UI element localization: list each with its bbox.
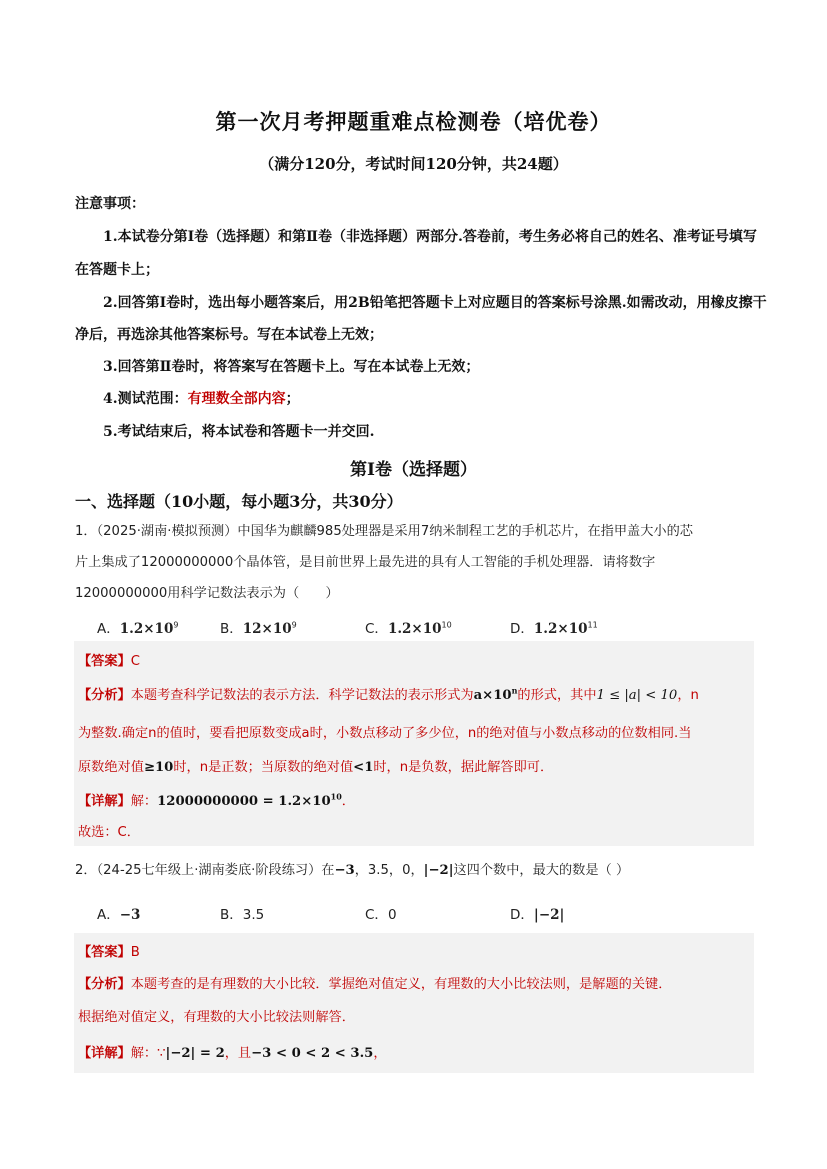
q1-line-3: 12000000000用科学记数法表示为（ ） [75,586,339,601]
q1-detail [78,790,355,809]
q2-answer-box [74,933,754,1073]
q2-number-4: |−2| [423,863,454,878]
q1-analysis-3c: 时，n是正数；当原数的绝对值 [173,760,354,775]
q1-option-d-label: D． [510,621,534,637]
q2-suffix: 这四个数中，最大的数是（ ） [453,863,630,878]
notes-heading: 注意事项： [75,196,145,212]
note-1-line-2: 在答题卡上； [75,262,159,278]
section-title: 第Ⅰ卷（选择题） [350,460,477,480]
q2-detail-math-2: −3 < 0 < 2 < 3.5 [251,1046,374,1061]
q2-option-c-label: C． [365,907,388,923]
q1-analysis-line-2: 为整数.确定n的值时，要看把原数变成a时，小数点移动了多少位，n的绝对值与小数点移动的位数相同.当 [78,726,692,741]
q1-option-c [365,617,452,637]
q1-option-b [220,617,297,637]
page-title: 第一次月考押题重难点检测卷（培优卷） [215,109,612,134]
q2-answer-value: B [130,945,140,960]
q2-answer-label: 【答案】 [78,945,131,960]
part-title: 一、选择题（10小题，每小题3分，共30分） [75,492,403,511]
q1-option-c-value: 1.2×10 [387,621,442,637]
exam-info: （满分120分，考试时间120分钟，共24题） [259,155,568,173]
q2-detail-label: 【详解】 [78,1046,131,1061]
q1-option-a-exp: 9 [173,620,179,630]
q2-detail-mid: ，且 [224,1046,252,1061]
q2-option-d-label: D． [510,907,534,923]
note-1-line-1: 1.本试卷分第Ⅰ卷（选择题）和第Ⅱ卷（非选择题）两部分.答卷前，考生务必将自己的姓名、准考证号填写 [103,229,757,245]
q1-analysis-line-3 [78,756,553,775]
q1-detail-math: 12000000000 = 1.2×10 [157,794,331,809]
q1-answer-box [74,641,754,846]
note-2-line-1: 2.回答第Ⅰ卷时，选出每小题答案后，用2B铅笔把答题卡上对应题目的答案标号涂黑.如需改动，用橡皮擦干 [103,295,767,311]
q2-answer [78,941,140,960]
q1-analysis-mid: 的形式，其中 [517,688,597,703]
q2-option-a-label: A． [97,907,120,923]
q2-option-b-value: 3.5 [242,907,265,923]
q1-analysis-line-1 [78,684,699,703]
q1-line-2: 片上集成了12000000000个晶体管，是目前世界上最先进的具有人工智能的手机处理器．请将数字 [75,555,656,570]
q1-option-c-label: C． [365,621,388,637]
q2-option-d [510,903,564,923]
q1-option-a-label: A． [97,621,120,637]
q1-detail-exp: 10 [330,791,342,802]
q2-detail-prefix: 解：∵ [130,1046,166,1061]
q1-option-d-value: 1.2×10 [533,621,588,637]
q1-analysis-math: a×10 [473,688,512,703]
q2-numbers-mid: ，3.5，0， [354,863,424,878]
q2-option-c [365,903,397,923]
q2-detail [78,1042,387,1061]
q1-detail-label: 【详解】 [78,794,131,809]
q1-option-b-value: 12×10 [242,621,292,637]
q1-analysis-3a: 原数绝对值 [78,760,144,775]
q1-analysis-text-1: 本题考查科学记数法的表示方法．科学记数法的表示形式为 [130,688,474,703]
note-3: 3.回答第Ⅱ卷时，将答案写在答题卡上。写在本试卷上无效； [103,359,480,375]
note-2-line-2: 净后，再选涂其他答案标号。写在本试卷上无效； [75,327,383,343]
q1-analysis-3b: ≥10 [143,760,174,775]
q2-option-d-value: |−2| [533,907,565,923]
q2-analysis-label: 【分析】 [78,977,131,992]
q2-analysis-line-1 [78,973,671,992]
note-5: 5.考试结束后，将本试卷和答题卡一并交回. [103,424,375,440]
note-4-suffix: ； [285,391,300,407]
q2-prefix: 2．（24-25七年级上·湖南娄底·阶段练习）在 [75,863,335,878]
q1-detail-prefix: 解： [130,794,158,809]
q1-analysis-3e: 时，n是负数，据此解答即可． [373,760,554,775]
q1-option-b-label: B． [220,621,243,637]
note-4-prefix: 4.测试范围： [103,391,188,407]
q1-option-d-exp: 11 [587,620,598,630]
q1-option-d [510,617,598,637]
q1-option-b-exp: 9 [291,620,297,630]
q1-analysis-label: 【分析】 [78,688,131,703]
q2-line-1 [75,859,629,878]
q2-option-c-value: 0 [387,907,397,923]
q2-option-a-value: −3 [119,907,141,923]
q1-analysis-inequality: 1 ≤ |a| < 10 [596,688,678,703]
q2-analysis-text-1: 本题考查的是有理数的大小比较．掌握绝对值定义，有理数的大小比较法则，是解题的关键． [130,977,672,992]
q1-option-c-exp: 10 [441,620,452,630]
q2-detail-math-1: |−2| = 2 [165,1046,225,1061]
q1-choice: 故选：C． [78,825,140,840]
q2-option-b [220,903,264,923]
q2-option-a [97,903,140,923]
q1-detail-end: ． [341,794,355,809]
q1-analysis-exp: n [511,685,518,696]
test-scope: 有理数全部内容 [187,391,286,407]
q1-option-a-value: 1.2×10 [119,621,174,637]
q1-analysis-end: ，n [677,688,699,703]
q1-answer-label: 【答案】 [78,654,131,669]
q2-number-1: −3 [334,863,355,878]
q1-answer [78,650,140,669]
q1-option-a [97,617,178,637]
note-4 [103,388,300,408]
q2-analysis-line-2: 根据绝对值定义，有理数的大小比较法则解答． [78,1010,355,1025]
q1-line-1: 1．（2025·湖南·模拟预测）中国华为麒麟985处理器是采用7纳米制程工艺的手机芯片，在指甲盖大小的芯 [75,524,693,539]
q1-analysis-3d: <1 [353,760,374,775]
q1-answer-value: C [130,654,140,669]
q2-option-b-label: B． [220,907,243,923]
q2-detail-end: ， [373,1046,387,1061]
